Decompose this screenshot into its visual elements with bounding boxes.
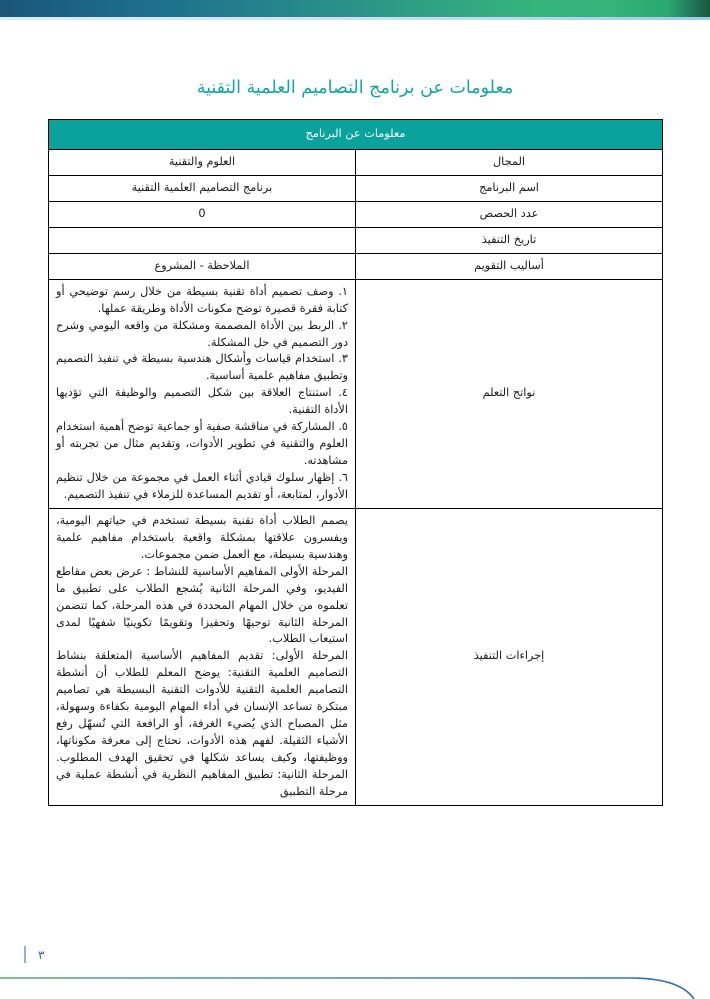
bottom-decorative-curve bbox=[0, 969, 710, 999]
top-banner-underline bbox=[0, 17, 710, 20]
table-header-row bbox=[49, 120, 663, 150]
row-value-sessions-count: 0 bbox=[49, 201, 356, 227]
table-row bbox=[49, 150, 663, 176]
row-label-sessions-count: عدد الحصص bbox=[356, 201, 663, 227]
top-decorative-banner bbox=[0, 0, 710, 17]
table-header-cell: معلومات عن البرنامج bbox=[49, 120, 663, 150]
table-row bbox=[49, 253, 663, 279]
table-row bbox=[49, 227, 663, 253]
procedure-paragraph: المرحلة الأولى: تقديم المفاهيم الأساسية المتعلقة بنشاط التصاميم العلمية التقنية: يوضح المعلم للطلاب أن أنشطة التصاميم العلمية التقنية للأدوات التقنية البسيطة هي تصاميم مبتكرة تساعد الإنسان في أداء المهام اليومية بكفاءة وسهولة، مثل المصباح الذي يُضيء الغرفة، أو الرافعة التي تُسهّل رفع الأشياء الثقيلة. لفهم هذه الأدوات، نحتاج إلى معرفة مكوناتها، ووظيفتها، وكيف يساعد شكلها في تحقيق الهدف المطلوب. المرحلة الثانية: تطبيق المفاهيم النظرية في أنشطة عملية في مرحلة التطبيق bbox=[56, 649, 348, 798]
learning-outcome-item: ٤. استنتاج العلاقة بين شكل التصميم والوظيفة التي تؤديها الأداة التقنية. bbox=[56, 386, 348, 417]
table-row bbox=[49, 175, 663, 201]
row-value-program-name: برنامج التصاميم العلمية التقنية bbox=[49, 175, 356, 201]
row-label-execution-date: تاريخ التنفيذ bbox=[356, 227, 663, 253]
learning-outcome-item: ٥. المشاركة في مناقشة صفية أو جماعية توضح أهمية استخدام العلوم والتقنية في تطوير الأدوات، وتقديم مثال من تجربته أو مشاهدته. bbox=[56, 420, 348, 468]
page-number: ٣ bbox=[38, 948, 45, 962]
row-value-assessment-methods: الملاحظة - المشروع bbox=[49, 253, 356, 279]
learning-outcome-item: ١. وصف تصميم أداة تقنية بسيطة من خلال رسم توضيحي أو كتابة فقرة قصيرة توضح مكونات الأداة وطريقة عملها. bbox=[56, 284, 348, 315]
row-value-field: العلوم والتقنية bbox=[49, 150, 356, 176]
learning-outcome-item: ٦. إظهار سلوك قيادي أثناء العمل في مجموعة من خلال تنظيم الأدوار، لمتابعة، أو تقديم المساعدة للزملاء في تنفيذ التصميم. bbox=[56, 471, 348, 501]
page-title: معلومات عن برنامج التصاميم العلمية التقنية bbox=[196, 78, 514, 98]
program-information-table bbox=[48, 119, 663, 806]
row-label-program-name: اسم البرنامج bbox=[356, 175, 663, 201]
row-label-learning-outcomes: نواتج التعلم bbox=[356, 279, 663, 508]
table-row bbox=[49, 201, 663, 227]
row-label-field: المجال bbox=[356, 150, 663, 176]
learning-outcome-item: ٣. استخدام قياسات وأشكال هندسية بسيطة في تنفيذ التصميم وتطبيق مفاهيم علمية أساسية. bbox=[56, 352, 348, 383]
table-row-learning-outcomes bbox=[49, 279, 663, 508]
implementation-procedures-text bbox=[49, 508, 356, 805]
procedure-paragraph: يصمم الطلاب أداة تقنية بسيطة تستخدم في حياتهم اليومية، ويفسرون علاقتها بمشكلة واقعية باستخدام مفاهيم علمية وهندسية بسيطة، مع العمل ضمن مجموعات. bbox=[56, 513, 348, 561]
learning-outcome-item: ٢. الربط بين الأداة المصممة ومشكلة من واقعه اليومي وشرح دور التصميم في حل المشكلة. bbox=[56, 318, 348, 349]
row-label-implementation-procedures: إجراءات التنفيذ bbox=[356, 508, 663, 805]
row-label-assessment-methods: أساليب التقويم bbox=[356, 253, 663, 279]
page-footer bbox=[0, 944, 710, 963]
row-value-execution-date bbox=[49, 227, 356, 253]
table-row-implementation-procedures bbox=[49, 508, 663, 805]
procedure-paragraph: المرحلة الأولى المفاهيم الأساسية للنشاط : عرض بعض مقاطع الفيديو، وفي المرحلة الثانية يُشجع الطلاب على تطبيق ما تعلموه من خلال المهام المحددة في هذه المرحلة، كما تتضمن المرحلة الثانية توجيهًا وتحفيزا وتقويمًا تكوينيًا شفهيًا لمدى استيعاب الطلاب. bbox=[56, 564, 348, 646]
learning-outcomes-list bbox=[49, 279, 356, 508]
